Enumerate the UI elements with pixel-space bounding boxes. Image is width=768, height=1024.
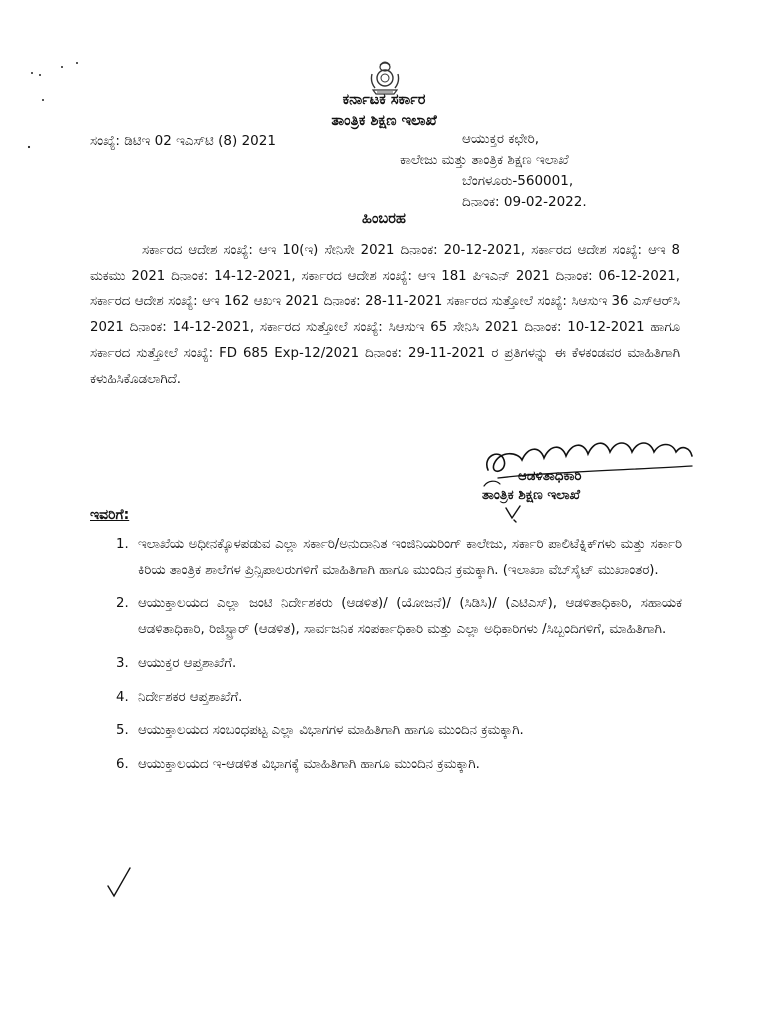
list-item-text: ಇಲಾಖೆಯ ಅಧೀನಕ್ಕೊಳಪಡುವ ಎಲ್ಲಾ ಸರ್ಕಾರಿ/ಅನುದಾನಿತ ಇಂಜಿನಿಯರಿಂಗ್ ಕಾಲೇಜು, ಸರ್ಕಾರಿ ಪಾಲಿಟೆಕ್ನಿಕ್‌ಗಳು ಮತ್ತು ಸರ್ಕಾರಿ ಕಿರಿಯ ತಾಂತ್ರಿಕ ಶಾಲೆಗಳ ಪ್ರಿನ್ಸಿಪಾಲರುಗಳಿಗೆ ಮಾಹಿತಿಗಾಗಿ ಹಾಗೂ ಮುಂದಿನ ಕ್ರಮಕ್ಕಾಗಿ. (ಇಲಾಖಾ ವೆಬ್‌ಸೈಟ್ ಮುಖಾಂತರ). bbox=[138, 537, 682, 578]
address-line-department: ಕಾಲೇಜು ಮತ್ತು ತಾಂತ್ರಿಕ ಶಿಕ್ಷಣ ಇಲಾಖೆ bbox=[400, 152, 569, 168]
recipient-list bbox=[90, 532, 682, 778]
handwritten-tick-mark bbox=[106, 866, 134, 898]
list-item bbox=[90, 532, 682, 583]
list-item-number: 1. bbox=[116, 537, 129, 552]
list-item-number: 6. bbox=[116, 756, 129, 772]
list-item-number: 4. bbox=[116, 689, 129, 705]
list-item-text: ಆಯುಕ್ತಾಲಯದ ಎಲ್ಲಾ ಜಂಟಿ ನಿರ್ದೇಶಕರು (ಆಡಳಿತ)/ (ಯೋಜನೆ)/ (ಸಿಡಿಸಿ)/ (ಎಟಿಎಸ್), ಆಡಳಿತಾಧಿಕಾರಿ, ಸಹಾಯಕ ಆಡಳಿತಾಧಿಕಾರಿ, ರಿಜಿಸ್ಟ್ರಾರ್ (ಆಡಳಿತ), ಸಾರ್ವಜನಿಕ ಸಂಪರ್ಕಾಧಿಕಾರಿ ಮತ್ತು ಎಲ್ಲಾ ಅಧಿಕಾರಿಗಳು /ಸಿಬ್ಬಂದಿಗಳಿಗೆ, ಮಾಹಿತಿಗಾಗಿ. bbox=[138, 596, 682, 638]
signatory-department: ತಾಂತ್ರಿಕ ಶಿಕ್ಷಣ ಇಲಾಖೆ bbox=[482, 487, 581, 503]
list-item-text: ಆಯುಕ್ತರ ಆಪ್ತಶಾಖೆಗೆ. bbox=[138, 655, 237, 671]
list-item bbox=[90, 591, 682, 642]
address-line-city: ಬೆಂಗಳೂರು-560001, bbox=[462, 173, 574, 189]
government-title: ಕರ್ನಾಟಕ ಸರ್ಕಾರ bbox=[342, 92, 426, 108]
list-item-number: 5. bbox=[116, 723, 129, 739]
recipients-label: ಇವರಿಗೆ: bbox=[90, 507, 130, 523]
list-item-text: ಆಯುಕ್ತಾಲಯದ ಇ-ಆಡಳಿತ ವಿಭಾಗಕ್ಕೆ ಮಾಹಿತಿಗಾಗಿ ಹಾಗೂ ಮುಂದಿನ ಕ್ರಮಕ್ಕಾಗಿ. bbox=[138, 756, 480, 772]
list-item-text: ಆಯುಕ್ತಾಲಯದ ಸಂಬಂಧಪಟ್ಟ ಎಲ್ಲಾ ವಿಭಾಗಗಳ ಮಾಹಿತಿಗಾಗಿ ಹಾಗೂ ಮುಂದಿನ ಕ್ರಮಕ್ಕಾಗಿ. bbox=[138, 723, 524, 739]
list-item bbox=[90, 685, 682, 711]
department-title: ತಾಂತ್ರಿಕ ಶಿಕ್ಷಣ ಇಲಾಖೆ bbox=[331, 113, 437, 129]
list-item bbox=[90, 651, 682, 677]
subject-heading: ಹಿಂಬರಹ bbox=[362, 211, 406, 227]
list-item-number: 2. bbox=[116, 596, 129, 612]
handwritten-signature bbox=[478, 430, 698, 490]
list-item bbox=[90, 752, 682, 778]
reference-number: ಸಂಖ್ಯೆ: ಡಿಟಿಇ 02 ಇಎಸ್‌ಟಿ (8) 2021 bbox=[90, 133, 276, 149]
address-line-office: ಆಯುಕ್ತರ ಕಛೇರಿ, bbox=[462, 131, 540, 147]
document-date: ದಿನಾಂಕ: 09-02-2022. bbox=[462, 194, 587, 210]
list-item-text: ನಿರ್ದೇಶಕರ ಆಪ್ತಶಾಖೆಗೆ. bbox=[138, 689, 243, 705]
list-item-number: 3. bbox=[116, 655, 129, 671]
list-item bbox=[90, 718, 682, 744]
signatory-title: ಆಡಳಿತಾಧಿಕಾರಿ bbox=[518, 468, 582, 484]
signature-initial-mark bbox=[500, 500, 530, 524]
body-paragraph: ಸರ್ಕಾರದ ಆದೇಶ ಸಂಖ್ಯೆ: ಆಇ 10(ಇ) ಸೇನಿಸೇ 2021 ದಿನಾಂಕ: 20-12-2021, ಸರ್ಕಾರದ ಆದೇಶ ಸಂಖ್ಯೆ: ಆಇ 8 ಮಕಮು 2021 ದಿನಾಂಕ: 14-12-2021, ಸರ್ಕಾರದ ಆದೇಶ ಸಂಖ್ಯೆ: ಆಇ 181 ಪಿಇಎನ್ 2021 ದಿನಾಂಕ: 06-12-2021, ಸರ್ಕಾರದ ಆದೇಶ ಸಂಖ್ಯೆ: ಆಇ 162 ಆಖಇ 2021 ದಿನಾಂಕ: 28-11-2021 ಸರ್ಕಾರದ ಸುತ್ತೋಲೆ ಸಂಖ್ಯೆ: ಸಿಆಸುಇ 36 ಎಸ್‌ಆರ್‌ಸಿ 2021 ದಿನಾಂಕ: 14-12-2021, ಸರ್ಕಾರದ ಸುತ್ತೋಲೆ ಸಂಖ್ಯೆ: ಸಿಆಸುಇ 65 ಸೇನಿಸಿ 2021 ದಿನಾಂಕ: 10-12-2021 ಹಾಗೂ ಸರ್ಕಾರದ ಸುತ್ತೋಲೆ ಸಂಖ್ಯೆ: FD 685 Exp-12/2021 ದಿನಾಂಕ: 29-11-2021 ರ ಪ್ರತಿಗಳನ್ನು ಈ ಕೆಳಕಂಡವರ ಮಾಹಿತಿಗಾಗಿ ಕಳುಹಿಸಿಕೊಡಲಾಗಿದೆ. bbox=[90, 243, 680, 387]
